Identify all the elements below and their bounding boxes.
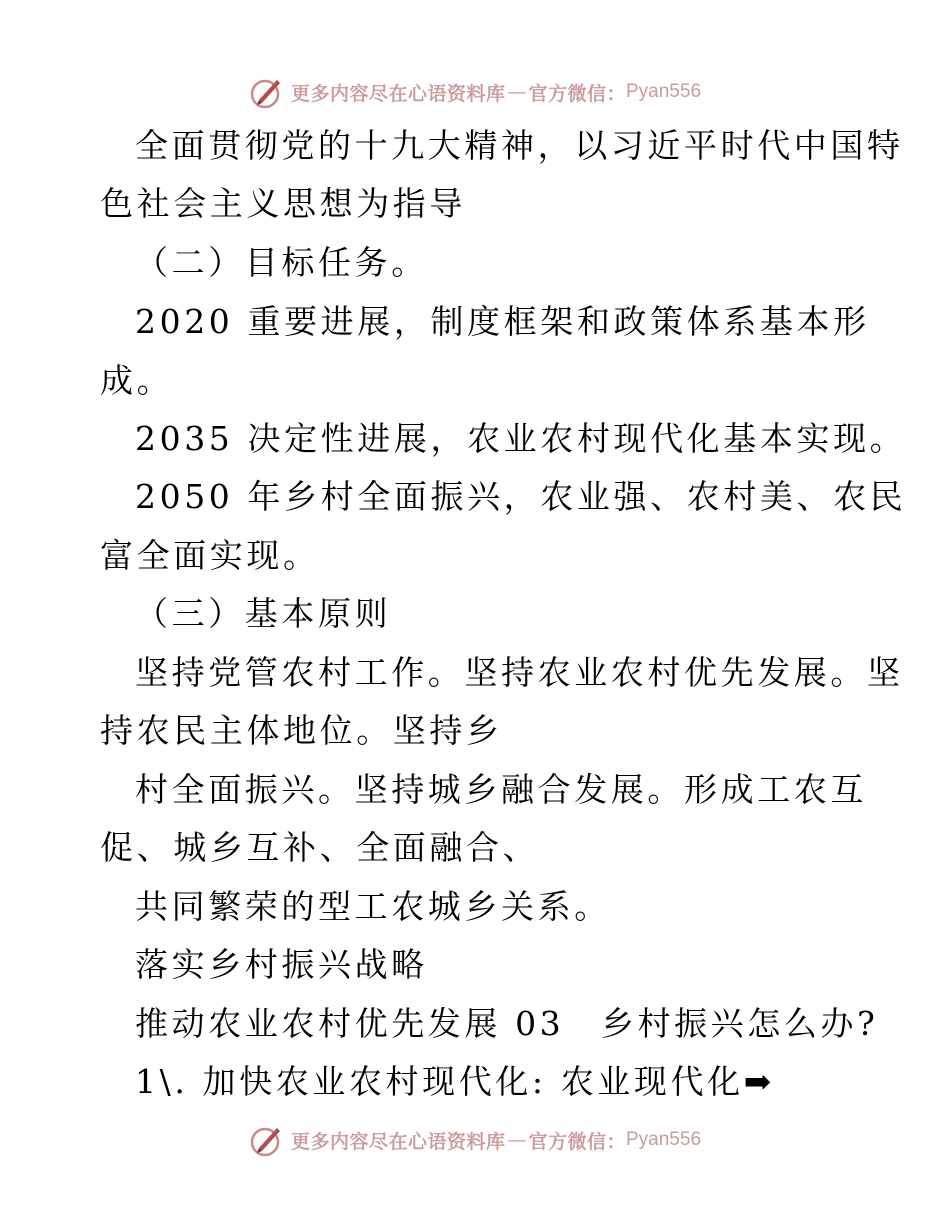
text-line: 1\. 加快农业农村现代化: 农业现代化➡ <box>135 1062 775 1101</box>
text-line: 促、城乡互补、全面融合、 <box>100 828 540 867</box>
text-line: 成。 <box>100 361 174 400</box>
text-line: 落实乡村振兴战略 <box>135 945 428 984</box>
watermark-suffix: 官方微信： <box>528 82 626 105</box>
section-heading: （二）目标任务。 <box>135 243 428 282</box>
text-line: 2050 年乡村全面振兴，农业强、农村美、农民 <box>135 477 907 516</box>
text-line: 村全面振兴。坚持城乡融合发展。形成工农互 <box>135 770 867 809</box>
watermark-suffix: 官方微信： <box>528 1130 626 1153</box>
pen-logo-icon <box>249 1122 285 1158</box>
watermark-header <box>0 72 950 112</box>
pen-logo-icon <box>249 74 285 110</box>
text-line: 2035 决定性进展，农业农村现代化基本实现。 <box>135 419 907 458</box>
text-line: 全面贯彻党的十九大精神，以习近平时代中国特 <box>135 126 904 165</box>
section-heading: （三）基本原则 <box>135 594 392 633</box>
watermark-wechat-id: Pyan556 <box>626 1129 702 1150</box>
watermark-separator: — <box>507 81 527 103</box>
watermark-separator: — <box>507 1129 527 1151</box>
text-line: 共同繁荣的型工农城乡关系。 <box>135 887 611 926</box>
text-line: 色社会主义思想为指导 <box>100 184 466 223</box>
text-line: 推动农业农村优先发展 03 乡村振兴怎么办? <box>135 1004 879 1043</box>
text-line: 持农民主体地位。坚持乡 <box>100 711 503 750</box>
watermark-footer <box>0 1120 950 1160</box>
watermark-text: 更多内容尽在心语资料库 <box>290 1130 506 1153</box>
text-line: 坚持党管农村工作。坚持农业农村优先发展。坚 <box>135 653 904 692</box>
text-line: 富全面实现。 <box>100 536 320 575</box>
text-line: 2020 重要进展，制度框架和政策体系基本形 <box>135 302 870 341</box>
watermark-text: 更多内容尽在心语资料库 <box>290 82 506 105</box>
watermark-wechat-id: Pyan556 <box>626 81 702 102</box>
